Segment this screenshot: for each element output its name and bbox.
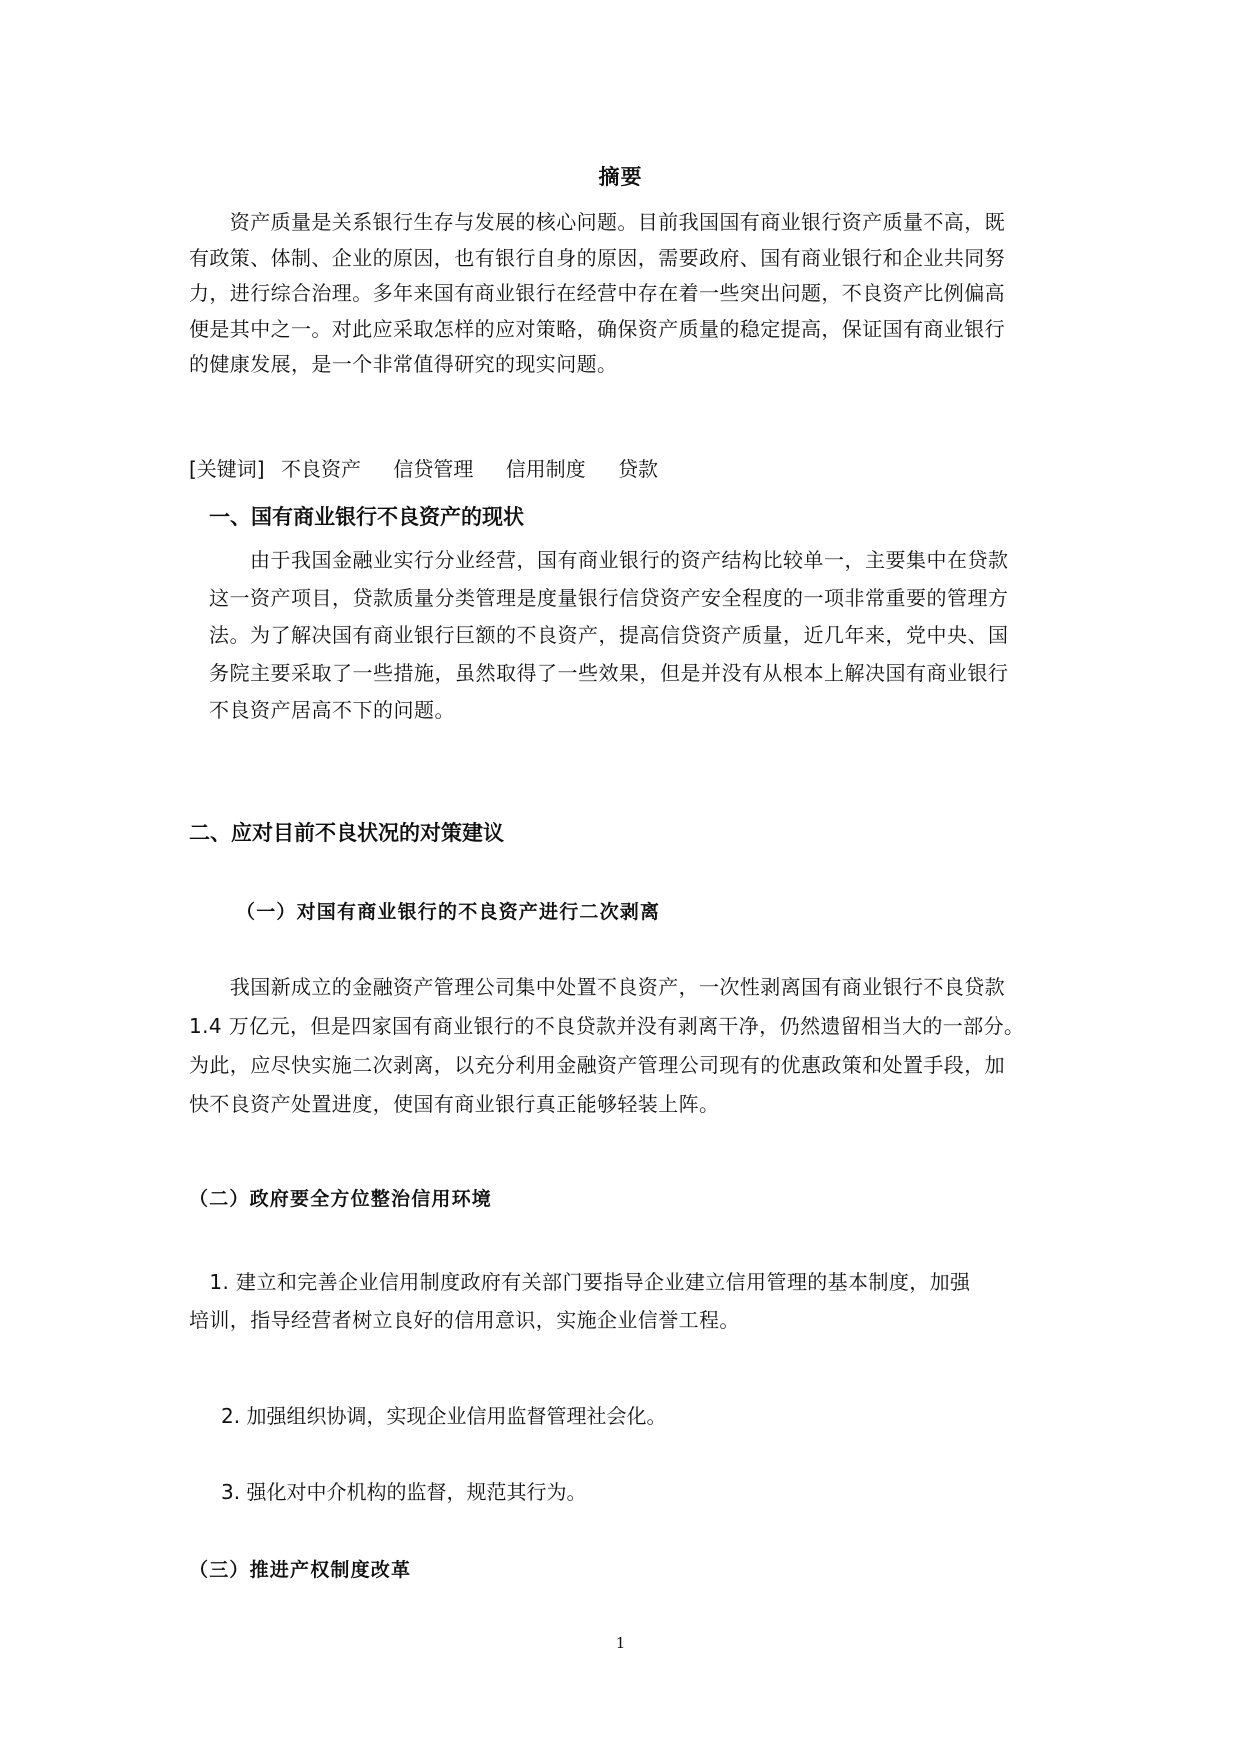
subsection-1-paragraph [189, 968, 1024, 1124]
list-item-text: 建立和完善企业信用制度政府有关部门要指导企业建立信用管理的基本制度，加强 [229, 1270, 971, 1294]
subsection-2-heading: （二）政府要全方位整治信用环境 [189, 1188, 493, 1210]
paragraph-line: 快不良资产处置进度，使国有商业银行真正能够轻装上阵。 [189, 1092, 720, 1116]
abstract-paragraph [189, 205, 1005, 383]
list-item [189, 1263, 970, 1339]
abstract-line: 有政策、体制、企业的原因，也有银行自身的原因，需要政府、国有商业银行和企业共同努 [189, 245, 1005, 270]
list-item-number: 1. [209, 1270, 230, 1294]
paragraph-line: 由于我国金融业实行分业经营，国有商业银行的资产结构比较单一，主要集中在贷款 [209, 548, 1009, 572]
subsection-1-heading: （一）对国有商业银行的不良资产进行二次剥离 [236, 901, 661, 923]
subsection-3-heading: （三）推进产权制度改革 [189, 1559, 412, 1581]
keyword: 不良资产 [280, 457, 361, 481]
paragraph-line: 这一资产项目，贷款质量分类管理是度量银行信贷资产安全程度的一项非常重要的管理方 [209, 585, 1009, 610]
paragraph-line: 务院主要采取了一些措施，虽然取得了一些效果，但是并没有从根本上解决国有商业银行 [209, 660, 1009, 685]
keywords-label: [关键词] [189, 457, 265, 481]
paragraph-text: 万亿元，但是四家国有商业银行的不良贷款并没有剥离干净，仍然遗留相当大的一部分。 [222, 1014, 1025, 1038]
section-1-paragraph [209, 542, 1009, 730]
page-title: 摘要 [598, 165, 643, 189]
keywords-line [189, 454, 658, 484]
keyword: 贷款 [618, 457, 659, 481]
paragraph-line: 我国新成立的金融资产管理公司集中处置不良资产，一次性剥离国有商业银行不良贷款 [189, 975, 1005, 999]
list-item-text: 加强组织协调，实现企业信用监督管理社会化。 [240, 1404, 667, 1428]
paragraph-line: 法。为了解决国有商业银行巨额的不良资产，提高信贷资产质量，近几年来，党中央、国 [209, 623, 1009, 647]
list-item [221, 1474, 586, 1510]
list-item [221, 1398, 666, 1434]
abstract-line: 资产质量是关系银行生存与发展的核心问题。目前我国国有商业银行资产质量不高，既 [189, 210, 1005, 234]
list-item-number: 2. [221, 1404, 241, 1428]
list-item-line [189, 1263, 970, 1301]
abstract-line: 便是其中之一。对此应采取怎样的应对策略，确保资产质量的稳定提高，保证国有商业银行 [189, 316, 1005, 341]
abstract-line: 的健康发展，是一个非常值得研究的现实问题。 [189, 352, 618, 376]
amount-number: 1.4 [189, 1014, 223, 1038]
keyword: 信用制度 [505, 457, 586, 481]
keyword: 信贷管理 [393, 457, 474, 481]
abstract-line: 力，进行综合治理。多年来国有商业银行在经营中存在着一些突出问题，不良资产比例偏高 [189, 281, 1005, 305]
paragraph-line: 不良资产居高不下的问题。 [209, 698, 455, 722]
page-number: 1 [615, 1634, 626, 1652]
section-2-heading: 二、应对目前不良状况的对策建议 [189, 821, 504, 845]
paragraph-line: 为此，应尽快实施二次剥离，以充分利用金融资产管理公司现有的优惠政策和处置手段，加 [189, 1053, 1005, 1077]
list-item-continuation: 培训，指导经营者树立良好的信用意识，实施企业信誉工程。 [189, 1308, 740, 1332]
list-item-text: 强化对中介机构的监督，规范其行为。 [240, 1480, 587, 1504]
paragraph-line [189, 1007, 1024, 1046]
list-item-number: 3. [221, 1480, 241, 1504]
section-1-heading: 一、国有商业银行不良资产的现状 [209, 505, 524, 529]
